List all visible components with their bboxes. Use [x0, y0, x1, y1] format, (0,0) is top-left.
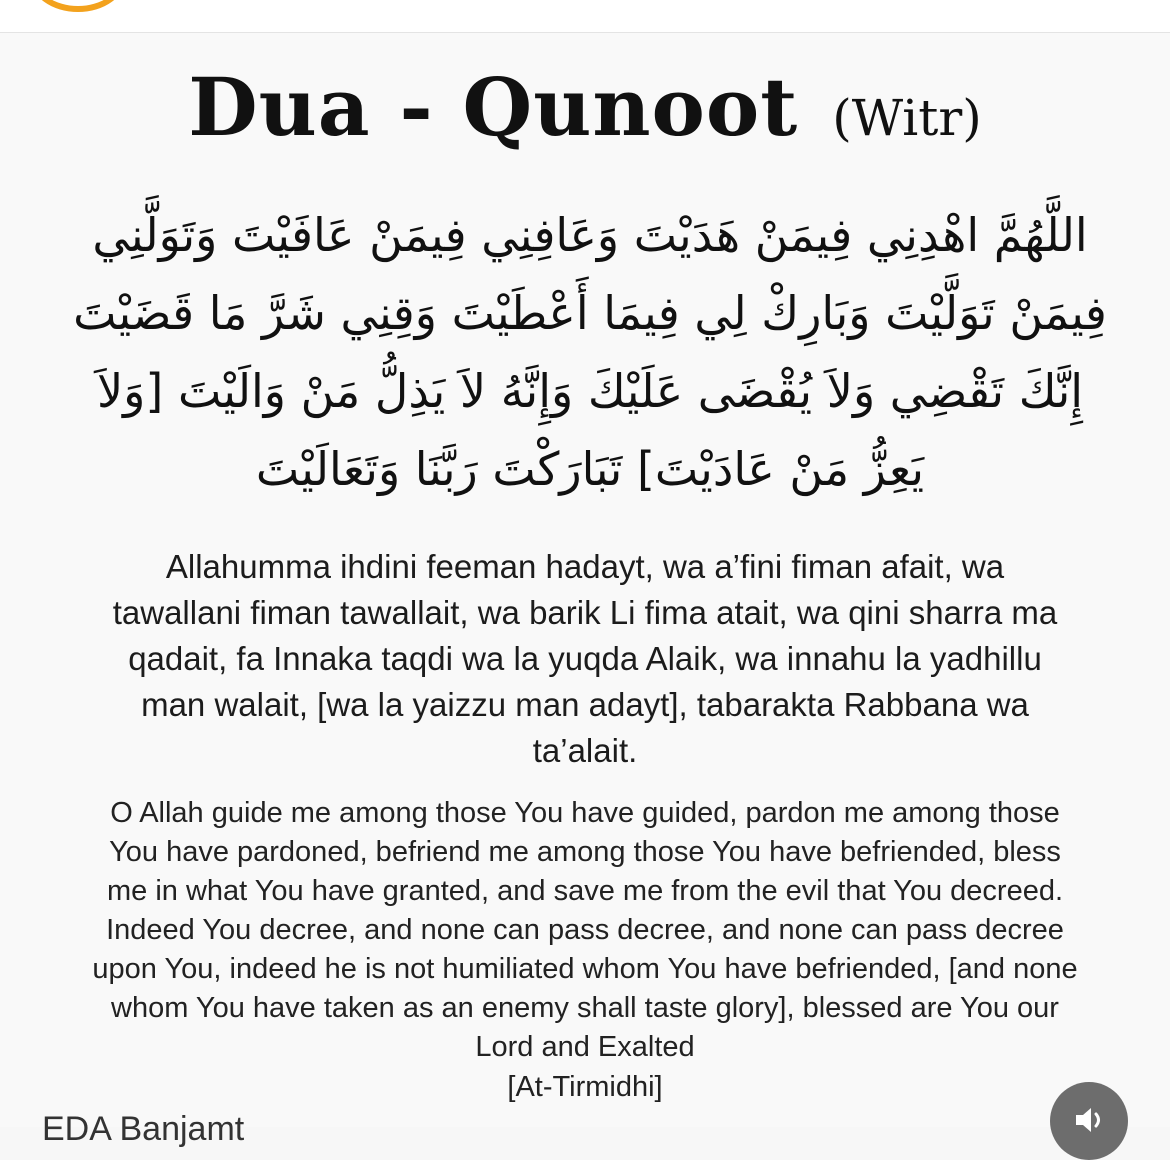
translation-line: upon You, indeed he is not humiliated whom You have befriended, [and none: [92, 953, 1078, 985]
title-sub: (Witr): [832, 89, 982, 147]
transliteration-line: ta’alait.: [532, 732, 638, 769]
arabic-text: [60, 196, 1120, 508]
translation-line: O Allah guide me among those You have guided, pardon me among those: [110, 797, 1060, 829]
arabic-line: فِيمَنْ تَوَلَّيْتَ وَبَارِكْ لِي فِيمَا أَعْطَيْتَ وَقِنِي شَرَّ مَا قَضَيْتَ: [73, 286, 1107, 340]
translation-line: Indeed You decree, and none can pass decree, and none can pass decree: [106, 914, 1064, 946]
audio-button[interactable]: [1050, 1082, 1128, 1160]
arabic-line: اللَّهُمَّ اهْدِنِي فِيمَنْ هَدَيْتَ وَعَافِنِي فِيمَنْ عَافَيْتَ وَتَوَلَّنِي: [92, 208, 1088, 262]
transliteration-line: Allahumma ihdini feeman hadayt, wa a’fini fiman afait, wa: [165, 548, 1005, 585]
transliteration-text: [30, 544, 1140, 774]
speaker-icon: [1072, 1102, 1108, 1138]
translation-line: Lord and Exalted: [475, 1031, 695, 1063]
transliteration-line: man walait, [wa la yaizzu man adayt], tabarakta Rabbana wa: [141, 686, 1029, 723]
top-bar: [0, 0, 1170, 33]
orange-ring-logo-icon[interactable]: [30, 0, 126, 12]
translation-line: me in what You have granted, and save me from the evil that You decreed.: [106, 875, 1064, 907]
watermark-text: EDA Banjamt: [42, 1110, 245, 1148]
translation-line: You have pardoned, befriend me among those You have befriended, bless: [109, 836, 1061, 868]
page-title: [0, 60, 1170, 154]
transliteration-line: qadait, fa Innaka taqdi wa la yuqda Alaik, wa innahu la yadhillu: [128, 640, 1042, 677]
translation-line: whom You have taken as an enemy shall taste glory], blessed are You our: [111, 992, 1059, 1024]
arabic-line: إِنَّكَ تَقْضِي وَلاَ يُقْضَى عَلَيْكَ وَإِنَّهُ لاَ يَذِلُّ مَنْ وَالَيْتَ [وَلاَ: [96, 364, 1084, 418]
title-main: Dua - Qunoot: [188, 60, 799, 154]
translation-text: [30, 794, 1140, 1067]
source-citation: [At-Tirmidhi]: [507, 1071, 663, 1103]
arabic-line: يَعِزُّ مَنْ عَادَيْتَ] تَبَارَكْتَ رَبَّنَا وَتَعَالَيْتَ: [255, 442, 925, 496]
transliteration-line: tawallani fiman tawallait, wa barik Li fima atait, wa qini sharra ma: [112, 594, 1058, 631]
